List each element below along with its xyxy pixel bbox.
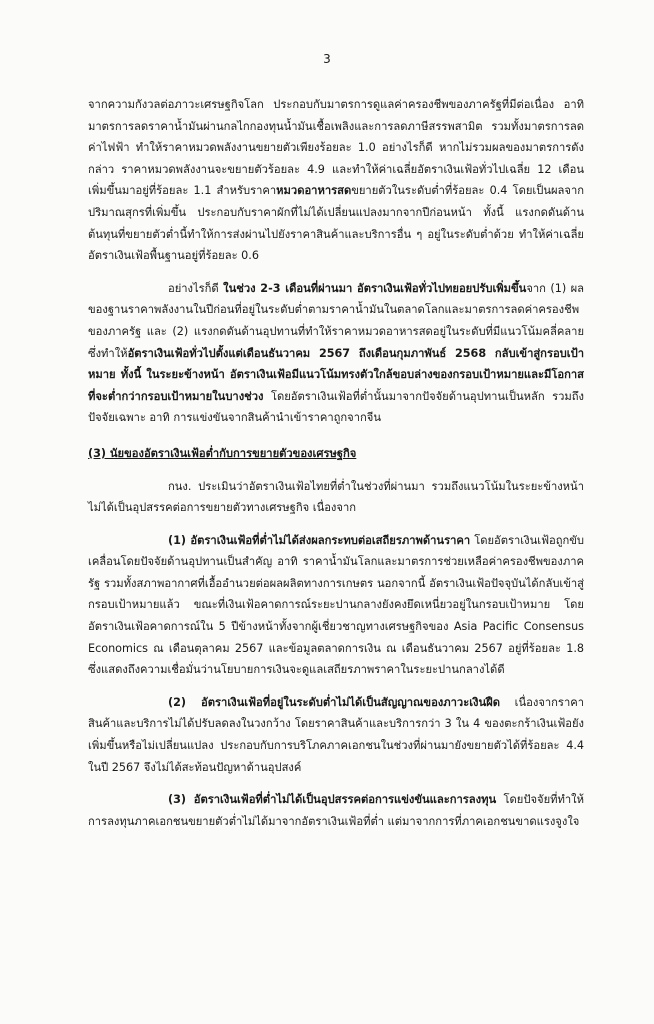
- p1-text-end: ขยายตัวในระดับต่ำที่ร้อยละ 0.4 โดยเป็นผลจากปริมาณสุกรที่เพิ่มขึ้น ประกอบกับราคาผักที่ไม่ได้เปลี่ยนแปลงมากจากปีก่อนหน้า ทั้งนี้ แรงกดดันด้านต้นทุนที่ขยายตัวต่ำนี้ทำให้การส่งผ่านไปยังราคาสินค้าและบริการอื่น ๆ อยู่ในระดับต่ำด้วย ทำให้ค่าเฉลี่ยอัตราเงินเฟ้อพื้นฐานอยู่ที่ร้อยละ 0.6: [88, 184, 584, 263]
- point-1-heading: (1) อัตราเงินเฟ้อที่ต่ำไม่ได้ส่งผลกระทบต่อเสถียรภาพด้านราคา: [168, 533, 471, 547]
- point-3-text: โดยปัจจัยที่ทำให้การลงทุนภาคเอกชนขยายตัวต่ำไม่ได้มาจากอัตราเงินเฟ้อที่ต่ำ แต่มาจากการที่ภาคเอกชนขาดแรงจูงใจ: [88, 793, 584, 828]
- p1-bold-fresh-food: หมวดอาหารสด: [276, 184, 352, 198]
- point-2-heading: (2) อัตราเงินเฟ้อที่อยู่ในระดับต่ำไม่ได้เป็นสัญญาณของภาวะเงินฝืด: [168, 695, 500, 709]
- p2-bold-headline: ในช่วง 2-3 เดือนที่ผ่านมา อัตราเงินเฟ้อทั่วไปทยอยปรับเพิ่มขึ้น: [223, 281, 527, 295]
- paragraph-point-1: [88, 530, 584, 681]
- paragraph-inflation-trend: [88, 278, 584, 429]
- point-2-text: เนื่องจากราคาสินค้าและบริการไม่ได้ปรับลดลงในวงกว้าง โดยราคาสินค้าและบริการกว่า 3 ใน 4 ของตะกร้าเงินเฟ้อยังเพิ่มขึ้นหรือไม่เปลี่ยนแปลง ประกอบกับการบริโภคภาคเอกชนในช่วงที่ผ่านมายังขยายตัวได้ที่ร้อยละ 4.4 ในปี 2567 จึงไม่ได้สะท้อนปัญหาด้านอุปสงค์: [88, 695, 584, 774]
- document-body: [88, 94, 584, 832]
- p1-text: จากความกังวลต่อภาวะเศรษฐกิจโลก ประกอบกับมาตรการดูแลค่าครองชีพของภาครัฐที่มีต่อเนื่อง อาทิ มาตรการลดราคาน้ำมันผ่านกลไกกองทุนน้ำมันเชื้อเพลิงและการลดภาษีสรรพสามิต รวมทั้งมาตรการลดค่าไฟฟ้า ทำให้ราคาหมวดพลังงานขยายตัวเพียงร้อยละ 1.0 อย่างไรก็ดี หากไม่รวมผลของมาตรการดังกล่าว ราคาหมวดพลังงานจะขยายตัวร้อยละ 4.9 และทำให้ค่าเฉลี่ยอัตราเงินเฟ้อทั่วไปเฉลี่ย 12 เดือนเพิ่มขึ้นมาอยู่ที่ร้อยละ 1.1 สำหรับราคา: [88, 98, 584, 198]
- point-3-heading: (3) อัตราเงินเฟ้อที่ต่ำไม่ได้เป็นอุปสรรคต่อการแข่งขันและการลงทุน: [168, 793, 497, 807]
- paragraph-energy-prices: [88, 94, 584, 267]
- paragraph-point-2: [88, 692, 584, 778]
- section-heading-3: (3) นัยของอัตราเงินเฟ้อต่ำกับการขยายตัวของเศรษฐกิจ: [88, 446, 357, 460]
- p2-text-c: โดยอัตราเงินเฟ้อที่ต่ำนั้นมาจากปัจจัยด้านอุปทานเป็นหลัก รวมถึงปัจจัยเฉพาะ อาทิ การแข่งขันจากสินค้านำเข้าราคาถูกจากจีน: [88, 389, 584, 425]
- p2-text-b: จาก (1) ผลของฐานราคาพลังงานในปีก่อนที่อยู่ในระดับต่ำตามราคาน้ำมันในตลาดโลกและมาตรการลดค่าครองชีพของภาครัฐ และ (2) แรงกดดันด้านอุปทานที่ทำให้ราคาหมวดอาหารสดอยู่ในระดับที่มีแนวโน้มคลี่คลาย ซึ่งทำให้: [88, 281, 585, 360]
- paragraph-point-3: [88, 789, 584, 832]
- page-number: 3: [323, 52, 331, 66]
- paragraph-mpc-assessment: กนง. ประเมินว่าอัตราเงินเฟ้อไทยที่ต่ำในช่วงที่ผ่านมา รวมถึงแนวโน้มในระยะข้างหน้าไม่ได้เป็นอุปสรรคต่อการขยายตัวทางเศรษฐกิจ เนื่องจาก: [88, 479, 584, 515]
- point-1-text: โดยอัตราเงินเฟ้อถูกขับเคลื่อนโดยปัจจัยด้านอุปทานเป็นสำคัญ อาทิ ราคาน้ำมันโลกและมาตรการช่วยเหลือค่าครองชีพของภาครัฐ รวมทั้งสภาพอากาศที่เอื้ออำนวยต่อผลผลิตทางการเกษตร นอกจากนี้ อัตราเงินเฟ้อปัจจุบันได้กลับเข้าสู่กรอบเป้าหมายแล้ว ขณะที่เงินเฟ้อคาดการณ์ระยะปานกลางยังคงยึดเหนี่ยวอยู่ในกรอบเป้าหมาย โดยอัตราเงินเฟ้อคาดการณ์ใน 5 ปีข้างหน้าทั้งจากผู้เชี่ยวชาญทางเศรษฐกิจของ Asia Pacific Consensus Economics ณ เดือนตุลาคม 2567 และข้อมูลตลาดการเงิน ณ เดือนธันวาคม 2567 อยู่ที่ร้อยละ 1.8 ซึ่งแสดงถึงความเชื่อมั่นว่านโยบายการเงินจะดูแลเสถียรภาพราคาในระยะปานกลางได้ดี: [88, 533, 585, 677]
- p2-text-a: อย่างไรก็ดี: [168, 281, 224, 295]
- p2-bold-target-range: อัตราเงินเฟ้อทั่วไปตั้งแต่เดือนธันวาคม 2567 ถึงเดือนกุมภาพันธ์ 2568 กลับเข้าสู่กรอบเป้าหมาย ทั้งนี้ ในระยะข้างหน้า อัตราเงินเฟ้อมีแนวโน้มทรงตัวใกล้ขอบล่างของกรอบเป้าหมายและมีโอกาสที่จะต่ำกว่ากรอบเป้าหมายในบางช่วง: [88, 346, 584, 403]
